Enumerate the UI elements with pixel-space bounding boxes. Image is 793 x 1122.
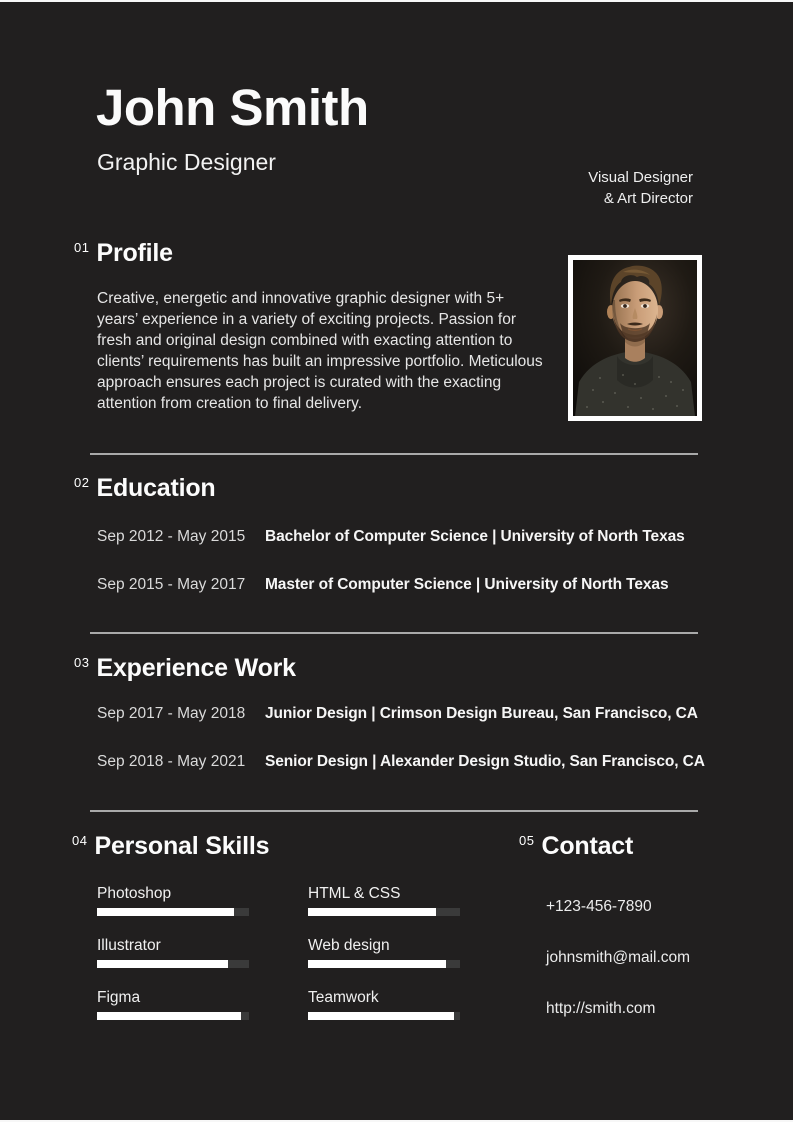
skill-bar-fill xyxy=(308,908,436,916)
skill-item xyxy=(308,885,460,916)
skill-label: Web design xyxy=(308,937,390,954)
contact-section-heading xyxy=(519,832,633,861)
skill-bar-track xyxy=(308,1012,460,1020)
skills-section-heading xyxy=(72,832,269,861)
experience-dates: Sep 2018 - May 2021 xyxy=(97,753,246,770)
skill-bar-track xyxy=(97,960,249,968)
skill-bar-track xyxy=(308,960,460,968)
education-row xyxy=(97,528,685,546)
education-dates: Sep 2015 - May 2017 xyxy=(97,576,246,593)
contact-phone: +123-456-7890 xyxy=(546,898,652,915)
experience-section-heading xyxy=(74,654,296,683)
section-number: 04 xyxy=(72,833,88,848)
section-number: 02 xyxy=(74,475,90,490)
section-number: 03 xyxy=(74,655,90,670)
skill-bar-track xyxy=(308,908,460,916)
profile-section-heading xyxy=(74,239,173,268)
portrait-image xyxy=(573,260,697,416)
contact-email[interactable]: johnsmith@mail.com xyxy=(546,949,691,966)
tagline xyxy=(588,167,693,209)
education-section-heading xyxy=(74,474,216,503)
section-divider xyxy=(90,453,698,455)
education-rows xyxy=(97,528,685,624)
experience-dates: Sep 2017 - May 2018 xyxy=(97,705,246,722)
page-edge-top xyxy=(0,0,793,2)
section-title: Profile xyxy=(96,239,173,267)
skill-bar-fill xyxy=(308,960,446,968)
profile-summary: Creative, energetic and innovative graphic designer with 5+ years’ experience in a variety of exciting projects. Passion for fresh and original design combined with exacting attention to clients’ requirements has built an impressive portfolio. Meticulous approach ensures each project is curated with the exacting attention from creation to final delivery. xyxy=(97,290,543,412)
skill-label: Illustrator xyxy=(97,937,161,954)
experience-row xyxy=(97,705,705,723)
education-row xyxy=(97,576,685,594)
skill-bar-fill xyxy=(308,1012,454,1020)
section-title: Contact xyxy=(541,832,634,860)
experience-row xyxy=(97,753,705,771)
person-name: John Smith xyxy=(96,79,369,136)
tagline-line-2: & Art Director xyxy=(603,190,693,207)
skill-bar-fill xyxy=(97,960,228,968)
tagline-line-1: Visual Designer xyxy=(588,169,693,186)
education-degree: Master of Computer Science | University of North Texas xyxy=(265,576,669,593)
section-divider xyxy=(90,810,698,812)
skill-label: HTML & CSS xyxy=(308,885,401,902)
skill-item xyxy=(97,937,249,968)
skill-label: Photoshop xyxy=(97,885,172,902)
skill-bar-track xyxy=(97,1012,249,1020)
skill-bar-fill xyxy=(97,1012,241,1020)
experience-position: Senior Design | Alexander Design Studio, San Francisco, CA xyxy=(265,753,705,770)
section-title: Education xyxy=(96,474,216,502)
section-divider xyxy=(90,632,698,634)
skill-label: Figma xyxy=(97,989,141,1006)
skill-label: Teamwork xyxy=(308,989,379,1006)
skill-item xyxy=(97,989,249,1020)
contact-list xyxy=(546,898,690,1051)
education-dates: Sep 2012 - May 2015 xyxy=(97,528,246,545)
person-job-title: Graphic Designer xyxy=(97,149,276,175)
skill-item xyxy=(308,989,460,1020)
contact-website[interactable]: http://smith.com xyxy=(546,1000,656,1017)
education-degree: Bachelor of Computer Science | University of North Texas xyxy=(265,528,685,545)
skill-item xyxy=(308,937,460,968)
section-title: Personal Skills xyxy=(94,832,270,860)
skills-grid xyxy=(97,885,460,1020)
skill-bar-fill xyxy=(97,908,234,916)
experience-position: Junior Design | Crimson Design Bureau, San Francisco, CA xyxy=(265,705,698,722)
section-title: Experience Work xyxy=(96,654,296,682)
experience-rows xyxy=(97,705,705,801)
skill-bar-track xyxy=(97,908,249,916)
section-number: 01 xyxy=(74,240,90,255)
section-number: 05 xyxy=(519,833,535,848)
skill-item xyxy=(97,885,249,916)
profile-photo xyxy=(568,255,702,421)
